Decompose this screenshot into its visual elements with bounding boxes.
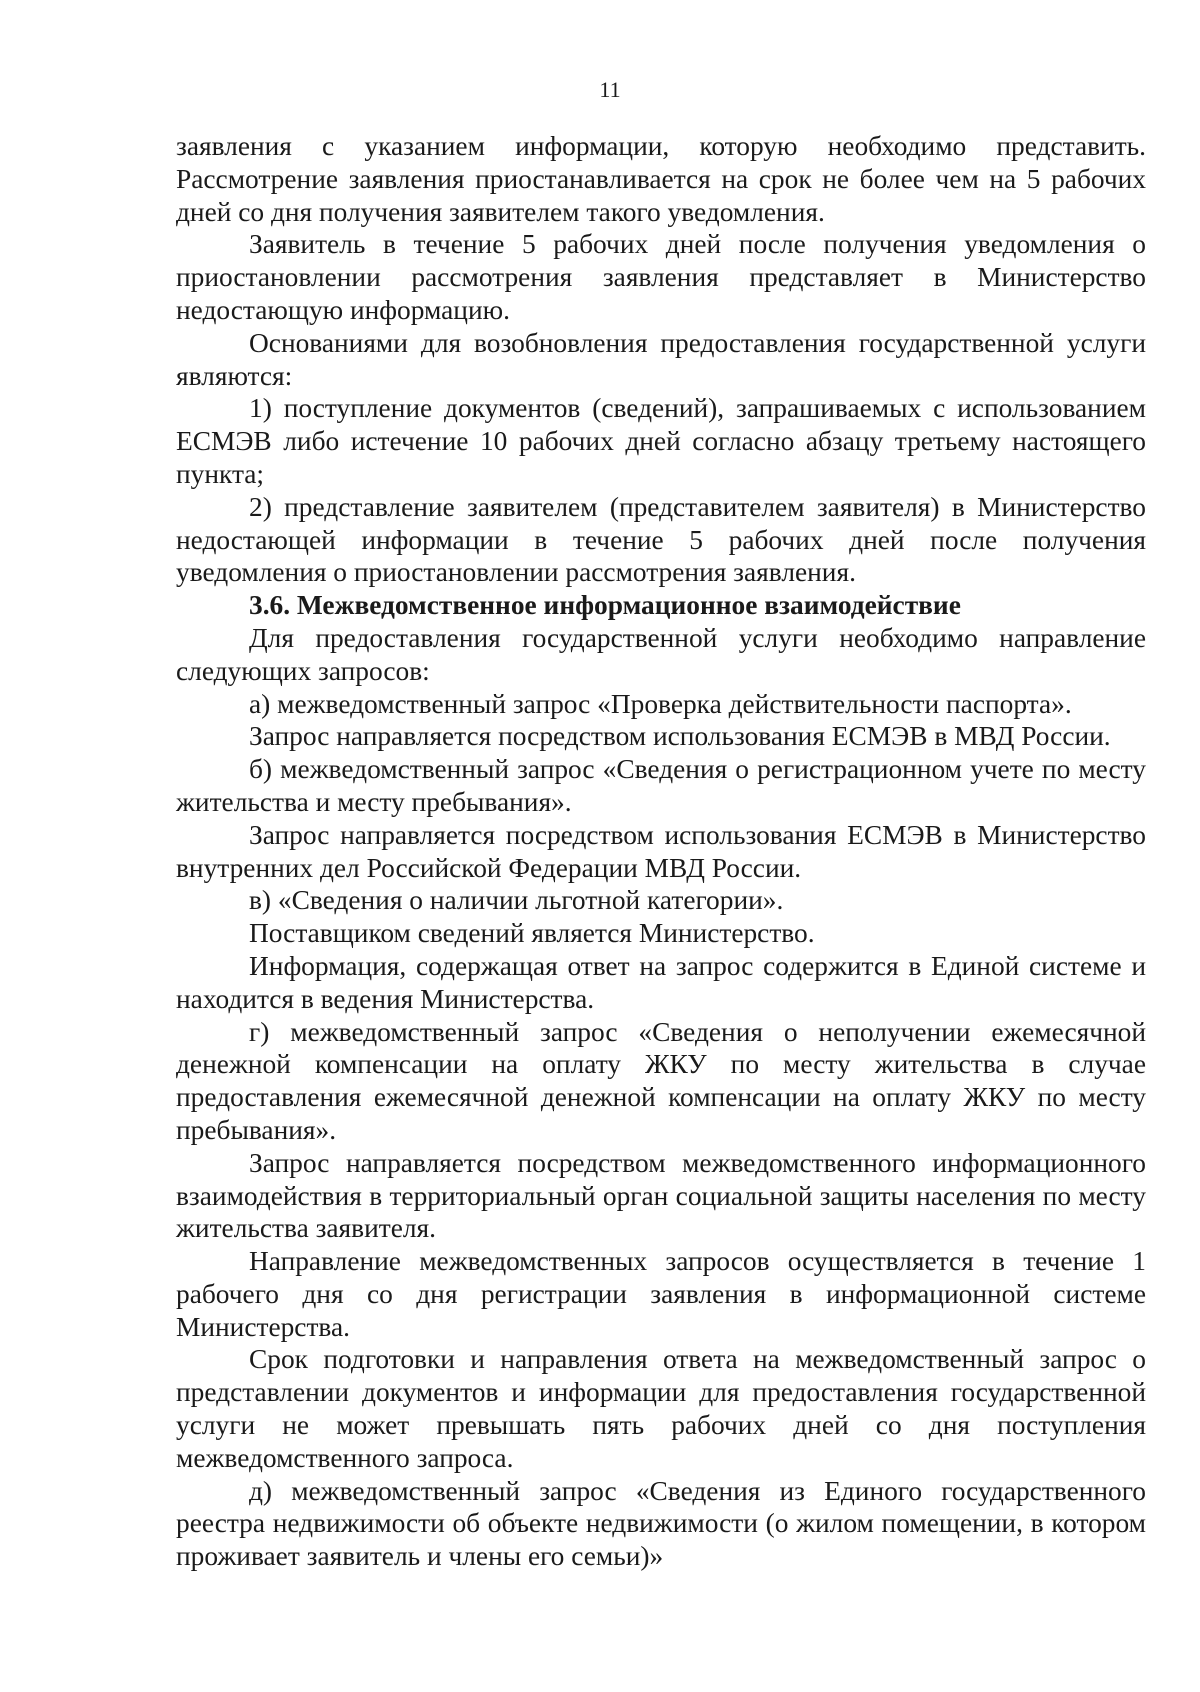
request-item-v: в) «Сведения о наличии льготной категории». <box>249 885 784 916</box>
paragraph-resumption-grounds: Основаниями для возобновления предоставления государственной услуги являются: <box>176 327 1146 391</box>
request-item-d: д) межведомственный запрос «Сведения из Единого государственного реестра недвижимости об объекте недвижимости (о жилом помещении, в котором проживает заявитель и члены его семьи)» <box>176 1475 1146 1572</box>
paragraph-requests-intro: Для предоставления государственной услуги необходимо направление следующих запросов: <box>176 622 1146 686</box>
paragraph-continuation: заявления с указанием информации, которую необходимо представить. Рассмотрение заявления приостанавливается на срок не более чем на 5 рабочих дней со дня получения заявителем такого уведомления. <box>176 131 1146 227</box>
list-item-2: 2) представление заявителем (представителем заявителя) в Министерство недостающей информации в течение 5 рабочих дней после получения уведомления о приостановлении рассмотрения заявления. <box>176 491 1146 588</box>
document-body <box>176 130 1146 1573</box>
paragraph-request-v-supplier: Поставщиком сведений является Министерство. <box>249 918 815 949</box>
paragraph-applicant-deadline: Заявитель в течение 5 рабочих дней после получения уведомления о приостановлении рассмотрения заявления представляет в Министерство недостающую информацию. <box>176 229 1146 325</box>
request-item-a: а) межведомственный запрос «Проверка действительности паспорта». <box>249 688 1072 719</box>
paragraph-request-v-info: Информация, содержащая ответ на запрос содержится в Единой системе и находится в ведения Министерства. <box>176 950 1146 1014</box>
section-heading-3-6: 3.6. Межведомственное информационное взаимодействие <box>249 590 961 621</box>
paragraph-request-a-route: Запрос направляется посредством использования ЕСМЭВ в МВД России. <box>249 721 1111 752</box>
list-item-1: 1) поступление документов (сведений), запрашиваемых с использованием ЕСМЭВ либо истечение 10 рабочих дней согласно абзацу третьему настоящего пункта; <box>176 393 1146 489</box>
paragraph-requests-timing: Направление межведомственных запросов осуществляется в течение 1 рабочего дня со дня регистрации заявления в информационной системе Министерства. <box>176 1246 1146 1342</box>
page-number: 11 <box>599 77 621 102</box>
paragraph-request-b-route: Запрос направляется посредством использования ЕСМЭВ в Министерство внутренних дел Российской Федерации МВД России. <box>176 819 1146 883</box>
request-item-b: б) межведомственный запрос «Сведения о регистрационном учете по месту жительства и месту пребывания». <box>176 754 1146 817</box>
paragraph-response-deadline: Срок подготовки и направления ответа на межведомственный запрос о представлении документов и информации для предоставления государственной услуги не может превышать пять рабочих дней со дня поступления межведомственного запроса. <box>176 1344 1146 1473</box>
paragraph-request-g-route: Запрос направляется посредством межведомственного информационного взаимодействия в территориальный орган социальной защиты населения по месту жительства заявителя. <box>176 1147 1146 1244</box>
request-item-g: г) межведомственный запрос «Сведения о неполучении ежемесячной денежной компенсации на оплату ЖКУ по месту жительства в случае предоставления ежемесячной денежной компенсации на оплату ЖКУ по месту пребывания». <box>176 1016 1146 1145</box>
